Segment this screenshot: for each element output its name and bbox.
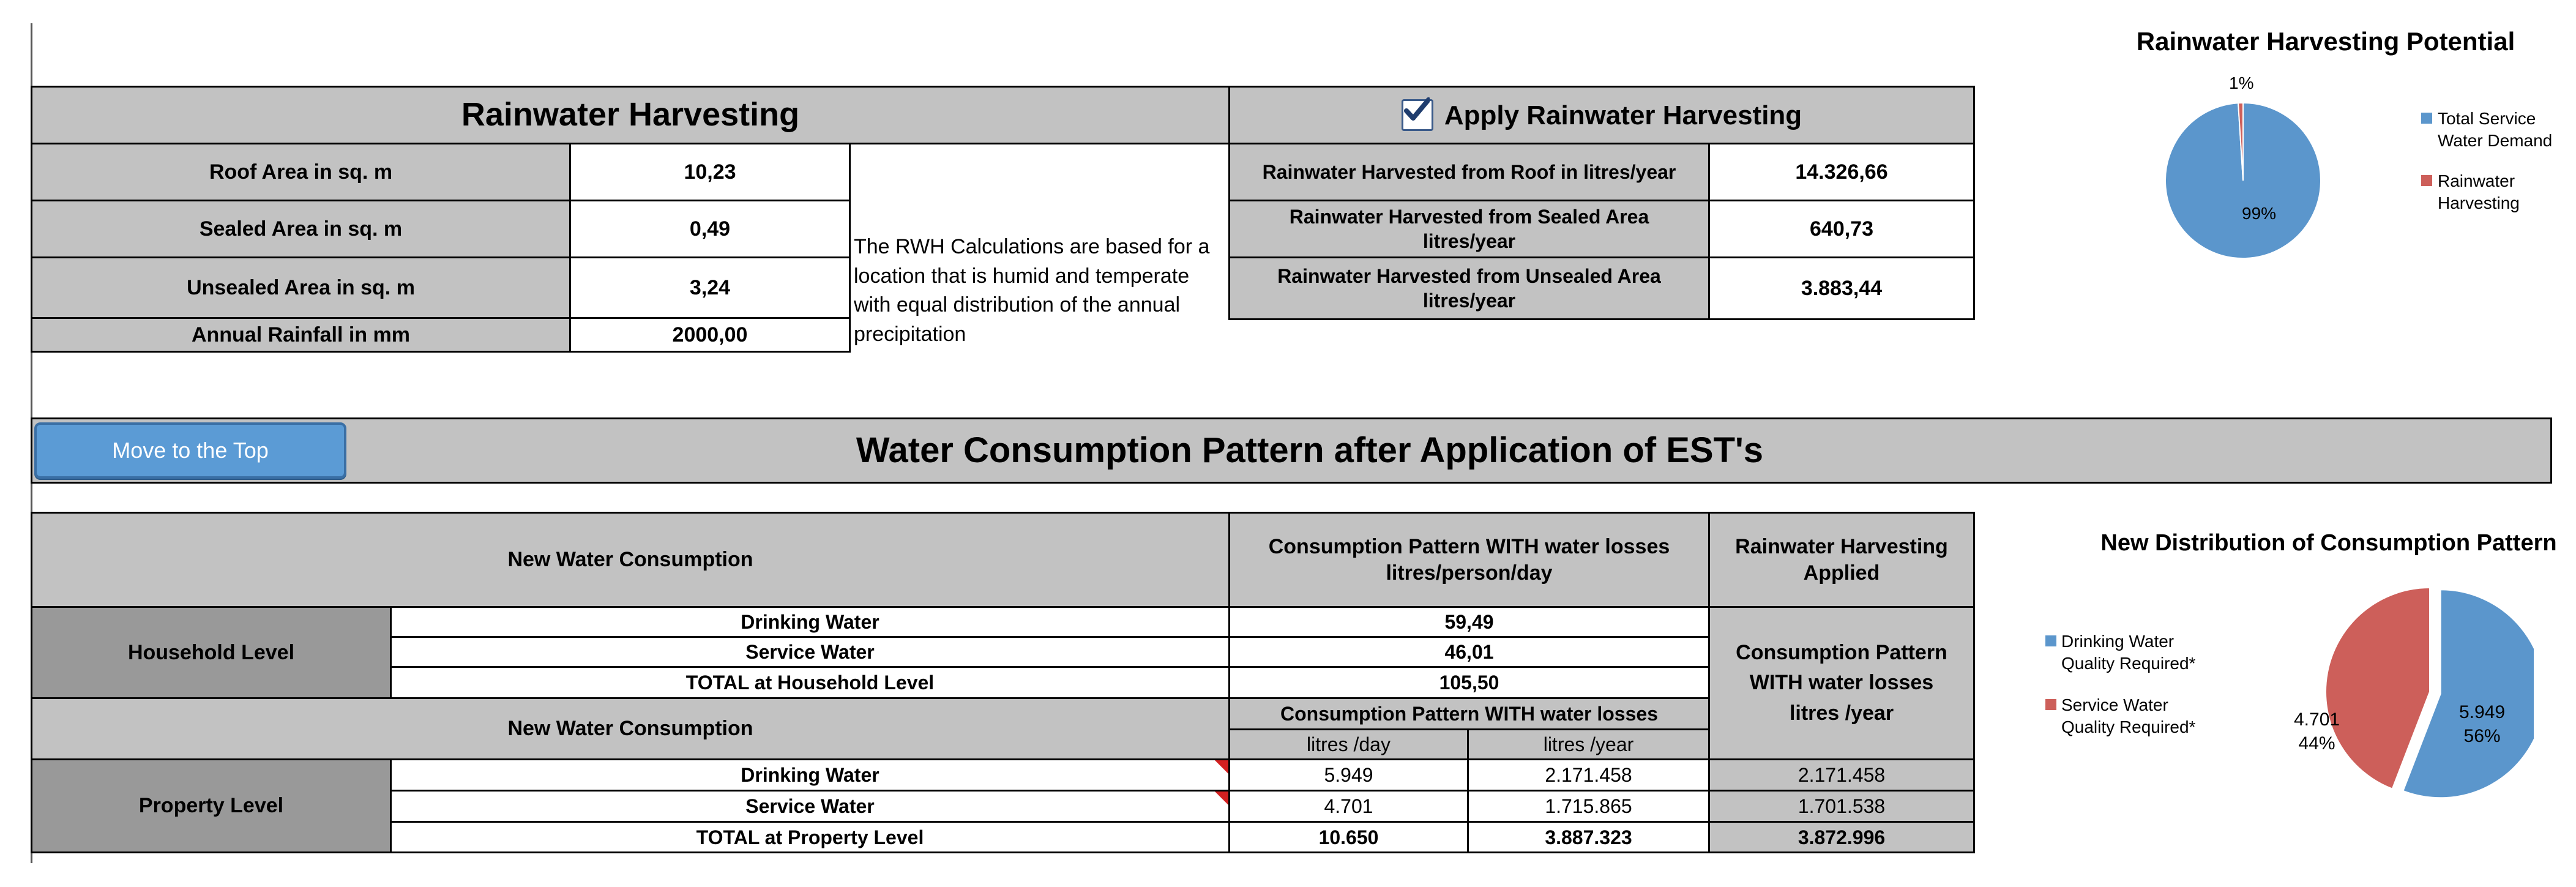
property-service-label: Service Water: [390, 790, 1230, 823]
rwh-note: The RWH Calculations are based for a location that is humid and temperate with equal distribution of the annual precipitation: [854, 235, 1210, 346]
annual-rainfall-input[interactable]: 2000,00: [569, 317, 851, 353]
pie2-label-0: 5.949 56%: [2459, 702, 2506, 746]
rwh-title-text: Rainwater Harvesting: [461, 96, 800, 133]
legend2-text-0: Drinking Water Quality Required*: [2061, 632, 2196, 673]
chart2-title: New Distribution of Consumption Pattern: [2100, 530, 2557, 556]
property-drinking-year: 2.171.458: [1467, 758, 1710, 792]
roof-area-label: Roof Area in sq. m: [31, 143, 571, 201]
move-to-top-button[interactable]: [34, 422, 346, 479]
apply-rwh-checkbox[interactable]: [1402, 99, 1433, 131]
property-service-day: 4.701: [1228, 790, 1469, 823]
pie1-label-1: 1%: [2229, 73, 2254, 92]
legend2-swatch-0: [2045, 635, 2056, 646]
pie-slice-1: [2326, 588, 2430, 789]
col-litres-day: litres /day: [1228, 728, 1469, 760]
household-drinking-value: 59,49: [1228, 606, 1710, 638]
checkmark-icon: [1402, 96, 1430, 124]
household-service-value: 46,01: [1228, 636, 1710, 668]
property-level-label: Property Level: [31, 758, 392, 853]
property-total-day: 10.650: [1228, 821, 1469, 853]
legend1-swatch-0: [2421, 113, 2432, 124]
rwh-pattern-label: Consumption Pattern WITH water losses litres /year: [1708, 606, 1975, 760]
property-total-label: TOTAL at Property Level: [390, 821, 1230, 853]
pie2-label-1: 4.701 44%: [2294, 709, 2340, 754]
apply-rwh-header: [1228, 86, 1975, 144]
comment-indicator[interactable]: [1215, 792, 1228, 805]
legend2-text-1: Service Water Quality Required*: [2061, 695, 2196, 737]
unsealed-harvest-value: 3.883,44: [1708, 256, 1975, 320]
consumption-distribution-pie: [2277, 575, 2534, 808]
property-drinking-rwh: 2.171.458: [1708, 758, 1975, 792]
pie1-label-0: 99%: [2242, 204, 2277, 223]
consumption-title-text: Water Consumption Pattern after Application of EST's: [856, 430, 1764, 470]
property-total-rwh: 3.872.996: [1708, 821, 1975, 853]
roof-harvest-value: 14.326,66: [1708, 143, 1975, 201]
unsealed-area-input[interactable]: 3,24: [569, 256, 851, 319]
rwh-title: [31, 86, 1230, 144]
unsealed-area-label: Unsealed Area in sq. m: [31, 256, 571, 319]
property-drinking-day: 5.949: [1228, 758, 1469, 792]
roof-harvest-label: Rainwater Harvested from Roof in litres/year: [1228, 143, 1710, 201]
apply-rwh-label: Apply Rainwater Harvesting: [1444, 100, 1802, 130]
rwh-applied-header: Rainwater Harvesting Applied: [1708, 512, 1975, 608]
household-total-label: TOTAL at Household Level: [390, 666, 1230, 699]
property-service-rwh: 1.701.538: [1708, 790, 1975, 823]
rwh-potential-pie: [2160, 98, 2326, 263]
legend2-swatch-1: [2045, 699, 2056, 710]
new-water-consumption-header: New Water Consumption: [31, 512, 1230, 608]
sealed-harvest-value: 640,73: [1708, 200, 1975, 258]
comment-indicator[interactable]: [1215, 760, 1228, 774]
household-level-label: Household Level: [31, 606, 392, 699]
consumption-title-bar: [31, 417, 2552, 484]
property-drinking-label: Drinking Water: [390, 758, 1230, 792]
pattern-header: Consumption Pattern WITH water losses litres/person/day: [1228, 512, 1710, 608]
legend1-text-1: Rainwater Harvesting: [2438, 171, 2520, 213]
household-service-label: Service Water: [390, 636, 1230, 668]
sealed-area-input[interactable]: 0,49: [569, 200, 851, 258]
new-water-consumption-header-2: New Water Consumption: [31, 697, 1230, 760]
legend1-text-0: Total Service Water Demand: [2438, 109, 2553, 151]
move-to-top-label: Move to the Top: [112, 438, 269, 463]
household-drinking-label: Drinking Water: [390, 606, 1230, 638]
property-total-year: 3.887.323: [1467, 821, 1710, 853]
pattern-header-2: Consumption Pattern WITH water losses: [1228, 697, 1710, 730]
unsealed-harvest-label: Rainwater Harvested from Unsealed Area litres/year: [1228, 256, 1710, 320]
chart1-title: Rainwater Harvesting Potential: [2136, 27, 2515, 56]
legend1-swatch-1: [2421, 175, 2432, 186]
annual-rainfall-label: Annual Rainfall in mm: [31, 317, 571, 353]
property-service-year: 1.715.865: [1467, 790, 1710, 823]
col-litres-year: litres /year: [1467, 728, 1710, 760]
sealed-area-label: Sealed Area in sq. m: [31, 200, 571, 258]
household-total-value: 105,50: [1228, 666, 1710, 699]
roof-area-input[interactable]: 10,23: [569, 143, 851, 201]
sealed-harvest-label: Rainwater Harvested from Sealed Area litres/year: [1228, 200, 1710, 258]
